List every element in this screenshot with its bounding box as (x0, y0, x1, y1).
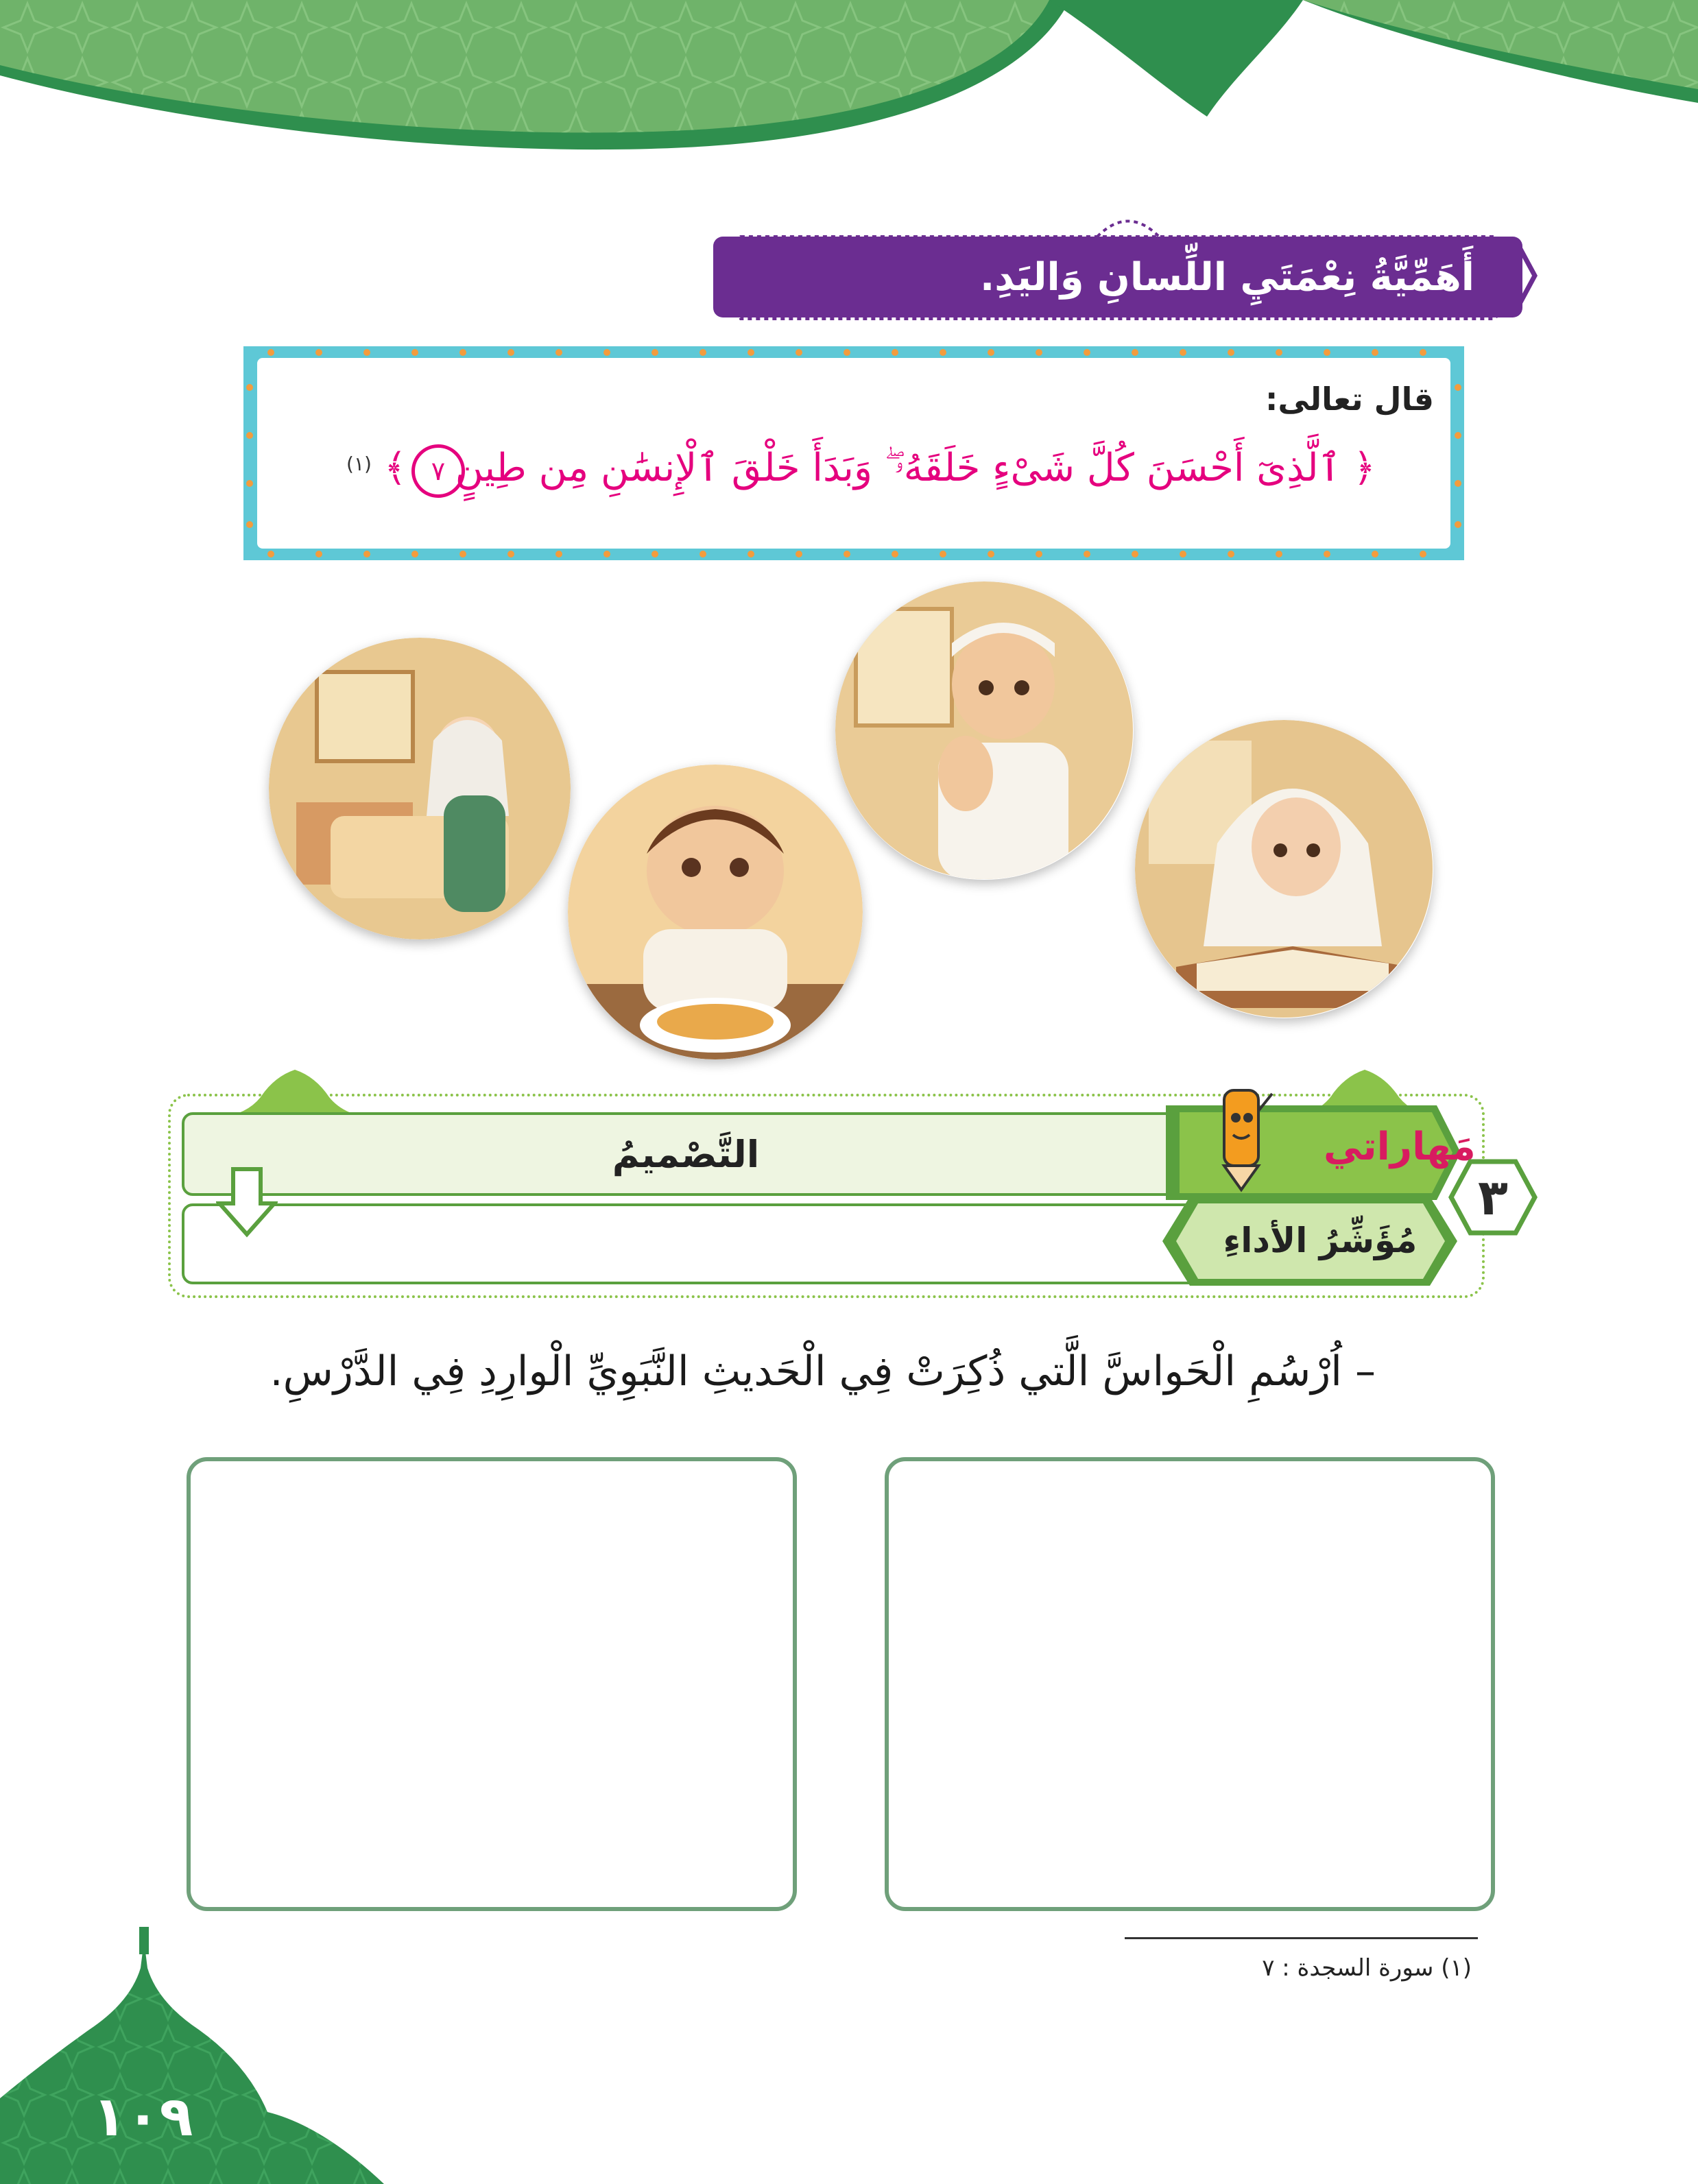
section-title: أَهَمِّيَّةُ نِعْمَتَيِ اللِّسانِ وَاليَدِ. (713, 237, 1522, 317)
arrow-down-icon (216, 1166, 278, 1241)
performance-indicator-label: مُؤَشِّرُ الأداءِ (1223, 1221, 1418, 1260)
footnote-divider (1125, 1937, 1478, 1939)
drawing-box-left[interactable] (187, 1457, 797, 1911)
ayah-number-mark: ٧ (411, 444, 465, 498)
skills-number-badge (1448, 1159, 1538, 1236)
skills-number: ٣ (1478, 1168, 1508, 1226)
footnote-reference: (١) (346, 453, 372, 475)
quran-verse: ﴿ ٱلَّذِىٓ أَحْسَنَ كُلَّ شَىْءٍ خَلَقَهُۥ ۖ وَبَدَأَ خَلْقَ ٱلْإِنسَٰنِ مِن طِينٍ (455, 446, 1376, 490)
verse-close-bracket: ﴾ (384, 446, 407, 490)
skill-indicator-bar (182, 1203, 1210, 1284)
drawing-box-right[interactable] (885, 1457, 1495, 1911)
boy-eating-image (568, 765, 863, 1059)
pencil-mascot-icon (1207, 1077, 1276, 1193)
top-decorative-banner (0, 0, 1698, 178)
boy-praying-image (835, 581, 1134, 880)
footnote: (١) سورة السجدة : ٧ (1262, 1954, 1472, 1982)
skill-name-bar: التَّصْميمُ (182, 1112, 1190, 1196)
girl-making-bed-image (269, 638, 571, 939)
skills-badge-label: مَهاراتي (1324, 1125, 1476, 1169)
girl-reading-quran-image (1135, 720, 1433, 1018)
verse-intro: قال تعالى: (1265, 381, 1434, 418)
page-number: ١٠٩ (93, 2085, 193, 2148)
drawing-instruction: – اُرْسُمِ الْحَواسَّ الَّتي ذُكِرَتْ فِي الْحَديثِ النَّبَوِيِّ الْوارِدِ فِي الدَّرْسِ. (270, 1347, 1376, 1395)
